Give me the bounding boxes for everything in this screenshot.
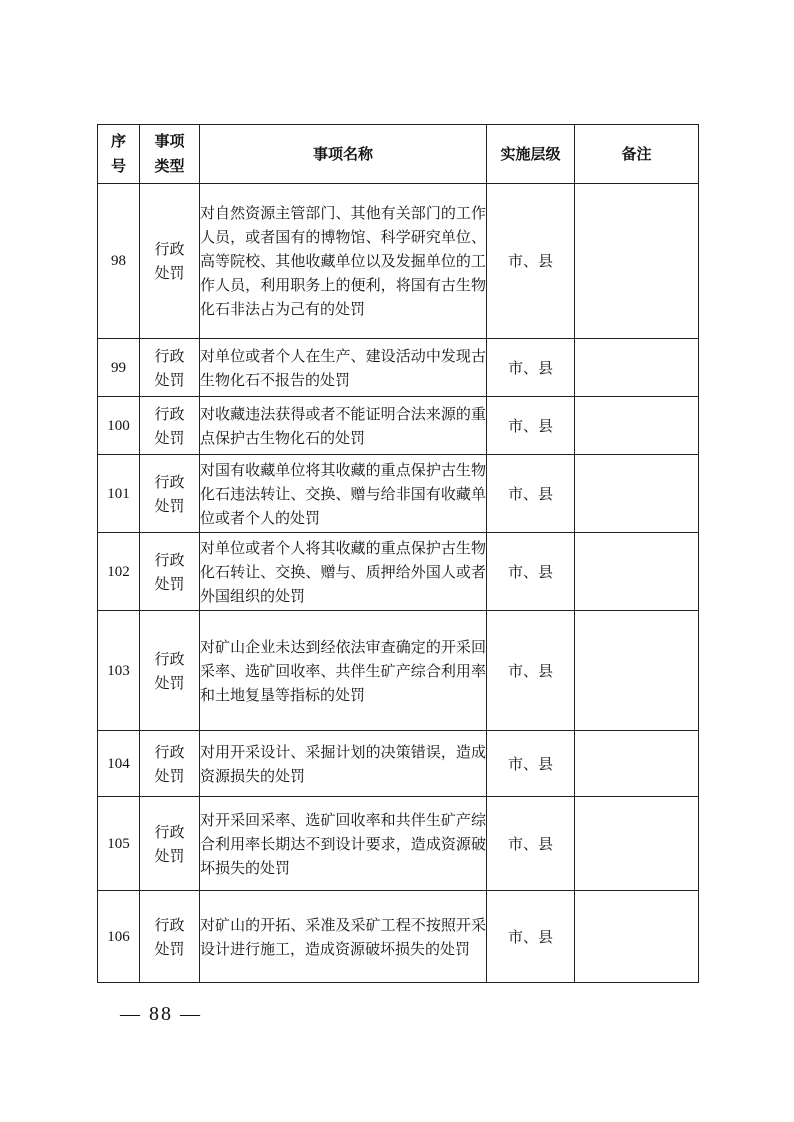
table-row [98,797,699,891]
row-type [140,184,200,339]
row-note [575,455,699,533]
row-no: 101 [98,455,140,533]
page-number: — 88 — [120,1003,202,1025]
row-level: 市、县 [487,533,575,611]
row-note [575,731,699,797]
table-row [98,891,699,983]
row-name: 对用开采设计、采掘计划的决策错误，造成资源损失的处罚 [200,731,487,797]
items-table [97,124,699,983]
row-level: 市、县 [487,891,575,983]
row-no: 106 [98,891,140,983]
row-level: 市、县 [487,339,575,397]
table-row [98,533,699,611]
row-type [140,455,200,533]
row-type-label: 行政处罚 [154,240,185,282]
header-type: 事项类型 [140,125,200,184]
row-note [575,339,699,397]
header-name: 事项名称 [200,125,487,184]
row-no: 105 [98,797,140,891]
row-type [140,339,200,397]
row-level: 市、县 [487,797,575,891]
table-row [98,455,699,533]
row-no: 103 [98,611,140,731]
row-level: 市、县 [487,397,575,455]
row-type-label: 行政处罚 [154,346,185,389]
table-header-row [98,125,699,184]
table-row [98,397,699,455]
row-name: 对矿山企业未达到经依法审查确定的开采回采率、选矿回收率、共伴生矿产综合利用率和土地复垦等指标的处罚 [200,611,487,731]
row-type-label: 行政处罚 [154,742,185,785]
row-name: 对收藏违法获得或者不能证明合法来源的重点保护古生物化石的处罚 [200,397,487,455]
row-type [140,731,200,797]
header-no: 序号 [98,125,140,184]
row-level: 市、县 [487,731,575,797]
row-type [140,397,200,455]
row-name: 对单位或者个人在生产、建设活动中发现古生物化石不报告的处罚 [200,339,487,397]
row-name: 对自然资源主管部门、其他有关部门的工作人员，或者国有的博物馆、科学研究单位、高等院校、其他收藏单位以及发掘单位的工作人员，利用职务上的便利，将国有古生物化石非法占为己有的处罚 [200,184,487,339]
row-level: 市、县 [487,184,575,339]
row-name: 对开采回采率、选矿回收率和共伴生矿产综合利用率长期达不到设计要求，造成资源破坏损失的处罚 [200,797,487,891]
header-level: 实施层级 [487,125,575,184]
header-note: 备注 [575,125,699,184]
row-type [140,611,200,731]
row-no: 104 [98,731,140,797]
row-type [140,797,200,891]
row-name: 对单位或者个人将其收藏的重点保护古生物化石转让、交换、赠与、质押给外国人或者外国组织的处罚 [200,533,487,611]
table-row [98,731,699,797]
row-type-label: 行政处罚 [154,472,185,515]
row-type-label: 行政处罚 [154,404,185,447]
row-note [575,397,699,455]
row-no: 100 [98,397,140,455]
row-type-label: 行政处罚 [154,649,185,692]
row-type-label: 行政处罚 [154,550,185,593]
row-note [575,891,699,983]
row-type-label: 行政处罚 [154,915,185,958]
row-level: 市、县 [487,611,575,731]
row-no: 98 [98,184,140,339]
row-no: 102 [98,533,140,611]
row-type-label: 行政处罚 [154,822,185,865]
table-row [98,184,699,339]
row-note [575,533,699,611]
row-note [575,611,699,731]
table-row [98,611,699,731]
table-row [98,339,699,397]
row-note [575,184,699,339]
row-name: 对矿山的开拓、采准及采矿工程不按照开采设计进行施工，造成资源破坏损失的处罚 [200,891,487,983]
row-type [140,533,200,611]
row-name: 对国有收藏单位将其收藏的重点保护古生物化石违法转让、交换、赠与给非国有收藏单位或者个人的处罚 [200,455,487,533]
row-note [575,797,699,891]
row-no: 99 [98,339,140,397]
row-level: 市、县 [487,455,575,533]
row-type [140,891,200,983]
